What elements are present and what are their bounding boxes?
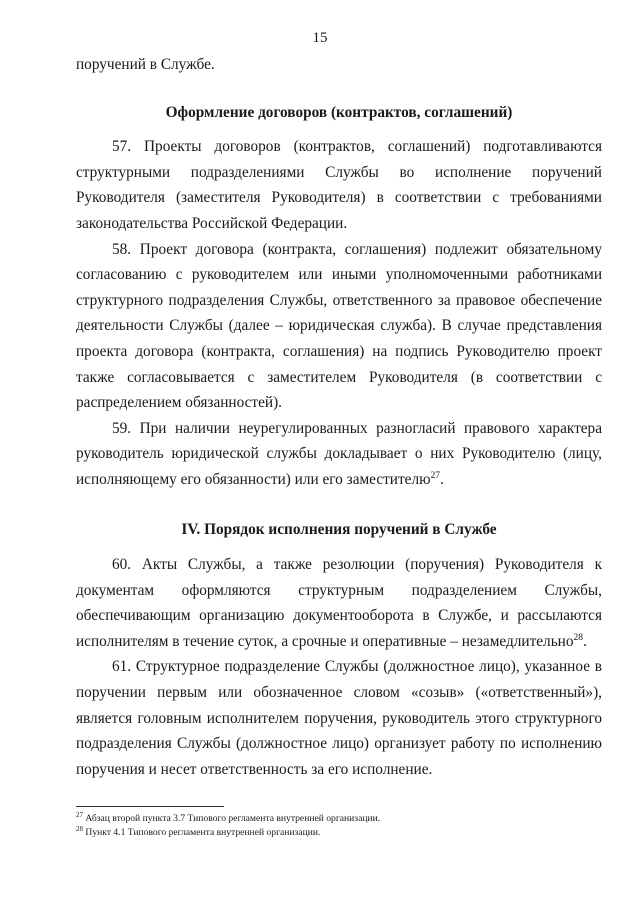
paragraph-59 — [76, 416, 602, 493]
footnote-marker: 28 — [76, 825, 83, 833]
footnote-marker: 27 — [76, 811, 83, 819]
footnote-text: Пункт 4.1 Типового регламента внутренней организации. — [85, 827, 321, 838]
footnote-divider — [76, 806, 224, 807]
footnote-ref-27: 27 — [430, 470, 441, 481]
paragraph-60-end: . — [583, 632, 587, 650]
paragraph-59-text: 59. При наличии неурегулированных разногласий правового характера руководитель юридической службы докладывает о них Руководителю (лицу, исполняющему его обязанности) или его заместителю — [76, 419, 602, 488]
paragraph-60 — [76, 552, 602, 654]
paragraph-57: 57. Проекты договоров (контрактов, соглашений) подготавливаются структурными подразделениями Службы во исполнение поручений Руководителя (заместителя Руководителя) в соответствии с требованиями законодательства Российской Федерации. — [76, 138, 602, 232]
section-heading-execution: IV. Порядок исполнения поручений в Службе — [181, 520, 497, 538]
continuation-text: поручений в Службе. — [76, 56, 215, 73]
paragraph-58: 58. Проект договора (контракта, соглашения) подлежит обязательному согласованию с руководителем или иными уполномоченными работниками структурного подразделения Службы, ответственного за правовое обеспечение деятельности Службы (далее – юридическая служба). В случае представления проекта договора (контракта, соглашения) на подпись Руководителю проект также согласовывается с заместителем Руководителя (в соответствии с распределением обязанностей). — [76, 240, 602, 412]
page-number: 15 — [312, 30, 328, 46]
footnotes — [76, 812, 602, 840]
footnote-ref-28: 28 — [573, 632, 583, 643]
page-content — [76, 52, 602, 782]
paragraph-61: 61. Структурное подразделение Службы (должностное лицо), указанное в поручении первым или обозначенное словом «созыв» («ответственный»), является головным исполнителем поручения, руководитель этого структурного подразделения Службы (должностное лицо) организует работу по исполнению поручения и несет ответственность за его исполнение. — [76, 658, 602, 778]
footnote-text: Абзац второй пункта 3.7 Типового регламента внутренней организации. — [85, 813, 381, 824]
paragraph-59-end: . — [440, 470, 444, 488]
paragraph-60-text: 60. Акты Службы, а также резолюции (поручения) Руководителя к документам оформляются структурным подразделением Службы, обеспечивающим организацию документооборота в Службе, и рассылаются исполнителям в течение суток, а срочные и оперативные – незамедлительно — [76, 556, 602, 650]
section-heading-contracts: Оформление договоров (контрактов, соглашений) — [165, 103, 513, 121]
footnote-28 — [76, 826, 602, 840]
footnote-27 — [76, 812, 602, 826]
